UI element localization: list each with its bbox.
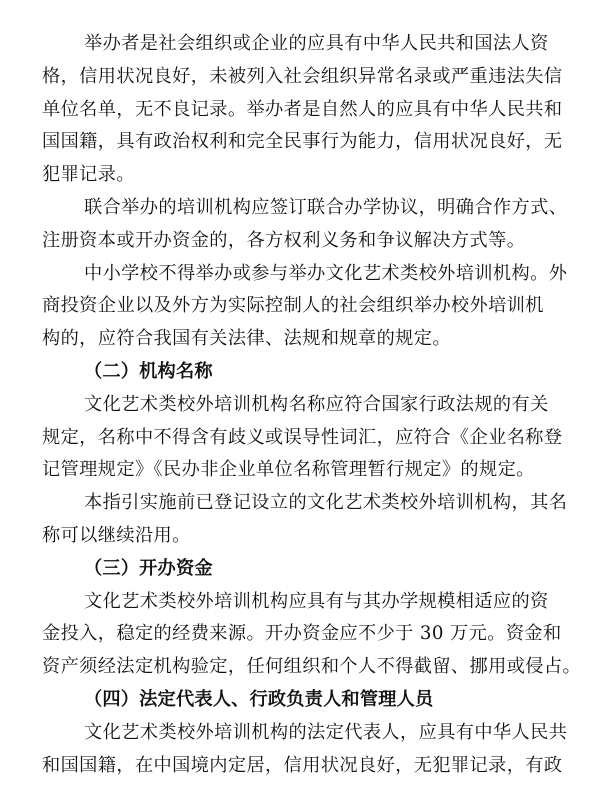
section-heading: （四）法定代表人、行政负责人和管理人员 [84, 689, 434, 710]
paragraph-line: 资产须经法定机构验定，任何组织和个人不得截留、挪用或侵占。 [42, 656, 582, 677]
section-heading: （二）机构名称 [84, 361, 213, 382]
paragraph-line: 联合举办的培训机构应签订联合办学协议，明确合作方式、 [84, 197, 568, 218]
paragraph-line: 举办者是社会组织或企业的应具有中华人民共和国法人资 [84, 33, 549, 54]
paragraph-line: 记管理规定》《民办非企业单位名称管理暂行规定》的规定。 [42, 459, 535, 480]
paragraph-line: 中小学校不得举办或参与举办文化艺术类校外培训机构。外 [84, 263, 568, 284]
paragraph-line: 商投资企业以及外方为实际控制人的社会组织举办校外培训机 [42, 295, 544, 316]
paragraph-line: 文化艺术类校外培训机构名称应符合国家行政法规的有关 [84, 394, 549, 415]
paragraph-line: 单位名单，无不良记录。举办者是自然人的应具有中华人民共和 [42, 99, 563, 120]
paragraph-line: 和国国籍，在中国境内定居，信用状况良好，无犯罪记录，有政 [42, 755, 563, 776]
paragraph-line: 注册资本或开办资金的，各方权利义务和争议解决方式等。 [42, 230, 526, 251]
paragraph-line: 格，信用状况良好，未被列入社会组织异常名录或严重违法失信 [42, 66, 563, 87]
paragraph-line: 犯罪记录。 [42, 164, 135, 185]
paragraph-line: 国国籍，具有政治权利和完全民事行为能力，信用状况良好，无 [42, 131, 563, 152]
paragraph-line: 规定，名称中不得含有歧义或误导性词汇，应符合《企业名称登 [42, 427, 563, 448]
section-heading: （三）开办资金 [84, 558, 213, 579]
paragraph-line: 本指引实施前已登记设立的文化艺术类校外培训机构，其名 [84, 492, 568, 513]
paragraph-line: 文化艺术类校外培训机构应具有与其办学规模相适应的资 [84, 591, 549, 612]
paragraph-line: 称可以继续沿用。 [42, 525, 191, 546]
paragraph-line: 文化艺术类校外培训机构的法定代表人，应具有中华人民共 [84, 722, 568, 743]
paragraph-line: 金投入，稳定的经费来源。开办资金应不少于 30 万元。资金和 [42, 623, 562, 644]
paragraph-line: 构的，应符合我国有关法律、法规和规章的规定。 [42, 328, 451, 349]
